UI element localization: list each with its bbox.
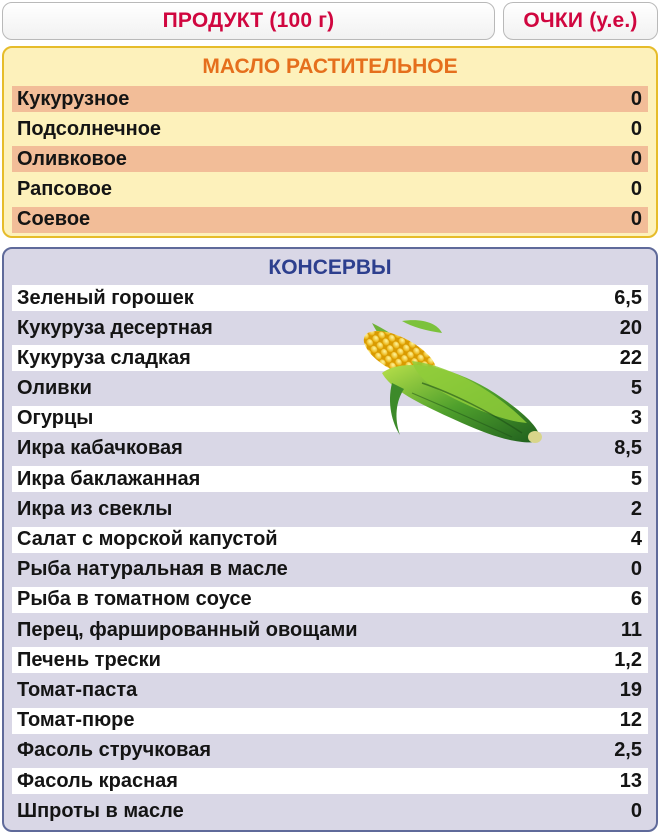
points-value: 19 xyxy=(619,678,642,701)
points-value: 0 xyxy=(630,117,642,140)
canned-row xyxy=(12,557,648,583)
canned-row xyxy=(12,496,648,522)
product-name: Фасоль стручковая xyxy=(17,739,211,762)
product-name: Томат-пюре xyxy=(17,709,135,732)
points-value: 5 xyxy=(630,467,642,490)
points-value: 5 xyxy=(630,377,642,400)
product-name: Рапсовое xyxy=(17,178,112,201)
vegetable-oil-list xyxy=(12,86,648,237)
canned-food-section xyxy=(2,247,658,832)
product-name: Шпроты в масле xyxy=(17,799,184,822)
canned-row xyxy=(12,315,648,341)
points-value: 6 xyxy=(630,588,642,611)
points-value: 0 xyxy=(630,558,642,581)
canned-row xyxy=(12,738,648,764)
product-name: Икра из свеклы xyxy=(17,497,173,520)
points-value: 0 xyxy=(630,87,642,110)
points-value: 4 xyxy=(630,528,642,550)
canned-row xyxy=(12,285,648,311)
product-name: Перец, фаршированный овощами xyxy=(17,618,358,641)
vegetable-oil-title: МАСЛО РАСТИТЕЛЬНОЕ xyxy=(202,55,458,78)
product-name: Кукуруза десертная xyxy=(17,316,213,339)
points-value: 0 xyxy=(630,147,642,170)
vegetable-oil-section xyxy=(2,46,658,238)
product-name: Салат с морской капустой xyxy=(17,528,278,550)
points-value: 2,5 xyxy=(614,739,642,762)
oil-row xyxy=(12,177,648,203)
points-value: 0 xyxy=(630,208,642,231)
canned-row xyxy=(12,587,648,613)
points-value: 0 xyxy=(630,178,642,201)
product-name: Кукуруза сладкая xyxy=(17,346,191,369)
oil-row xyxy=(12,86,648,112)
product-name: Оливки xyxy=(17,377,92,400)
canned-row xyxy=(12,527,648,553)
product-name: Зеленый горошек xyxy=(17,286,194,309)
product-name: Печень трески xyxy=(17,648,161,671)
canned-row xyxy=(12,617,648,643)
product-name: Рыба натуральная в масле xyxy=(17,558,288,581)
points-value: 8,5 xyxy=(614,437,642,460)
canned-row xyxy=(12,406,648,432)
canned-row xyxy=(12,345,648,371)
oil-row xyxy=(12,146,648,172)
canned-row xyxy=(12,647,648,673)
canned-row xyxy=(12,708,648,734)
canned-food-title: КОНСЕРВЫ xyxy=(268,256,392,279)
product-name: Фасоль красная xyxy=(17,769,178,792)
oil-row xyxy=(12,207,648,233)
oil-row xyxy=(12,116,648,142)
product-column-header: ПРОДУКТ (100 г) xyxy=(2,2,495,40)
product-name: Икра кабачковая xyxy=(17,437,183,460)
points-column-header: ОЧКИ (у.е.) xyxy=(503,2,658,40)
canned-row xyxy=(12,466,648,492)
product-name: Оливковое xyxy=(17,147,127,170)
points-value: 0 xyxy=(630,799,642,822)
points-value: 2 xyxy=(630,497,642,520)
canned-row xyxy=(12,798,648,824)
points-value: 13 xyxy=(619,769,642,792)
product-name: Подсолнечное xyxy=(17,117,162,140)
product-name: Рыба в томатном соусе xyxy=(17,588,252,611)
canned-food-list xyxy=(12,285,648,828)
corn-cob-illustration xyxy=(352,313,552,463)
points-value: 20 xyxy=(619,316,642,339)
product-name: Кукурузное xyxy=(17,87,130,110)
points-value: 1,2 xyxy=(614,648,642,671)
points-value: 22 xyxy=(619,346,642,369)
product-name: Томат-паста xyxy=(17,678,138,701)
points-value: 3 xyxy=(630,407,642,430)
product-name: Соевое xyxy=(17,208,91,231)
canned-row xyxy=(12,677,648,703)
points-value: 11 xyxy=(620,618,642,641)
canned-row xyxy=(12,376,648,402)
points-value: 6,5 xyxy=(614,286,642,309)
canned-row xyxy=(12,768,648,794)
canned-row xyxy=(12,436,648,462)
product-name: Икра баклажанная xyxy=(17,467,201,490)
product-name: Огурцы xyxy=(17,407,94,430)
points-value: 12 xyxy=(619,709,642,732)
